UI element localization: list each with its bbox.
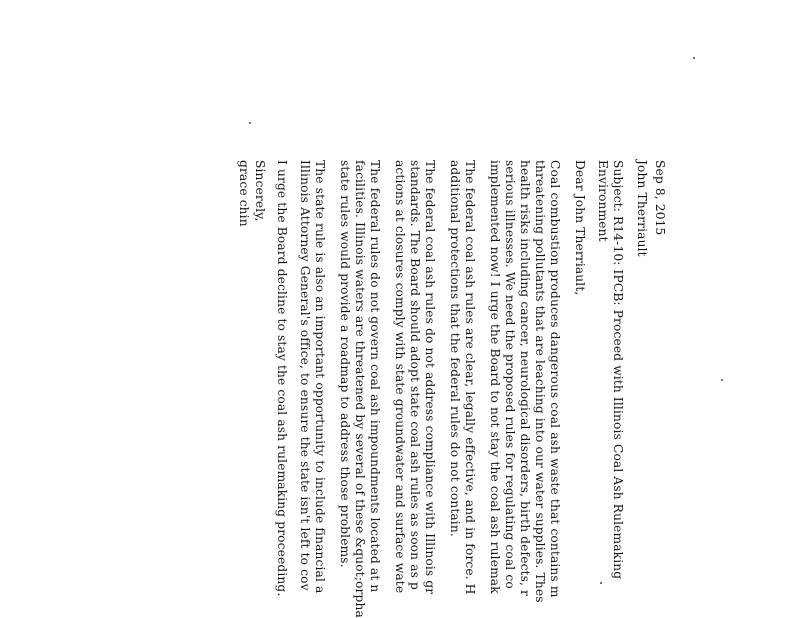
body-line: I urge the Board decline to stay the coal ash rulemaking proceeding. <box>275 160 290 597</box>
letter-signature: grace chin <box>237 160 252 227</box>
scan-speck <box>721 379 723 381</box>
letter-date: Sep 8, 2015 <box>653 160 668 236</box>
body-line: Coal combustion produces dangerous coal ash waste that contains m <box>548 160 563 598</box>
letter-recipient: John Therriault <box>635 160 650 257</box>
body-line: The state rule is also an important opportunity to include financial a <box>313 160 328 594</box>
body-line: actions at closures comply with state groundwater and surface wate <box>393 160 408 594</box>
body-line: threatening pollutants that are leaching into our water supplies. Thes <box>533 160 548 603</box>
body-line: standards. The Board should adopt state coal ash rules as soon as p <box>408 160 423 590</box>
body-line: The federal rules do not govern coal ash impoundments located at n <box>368 160 383 593</box>
body-line: serious illnesses. We need the proposed rules for regulating coal co <box>503 160 518 589</box>
body-line: state rules would provide a roadmap to address those problems. <box>338 160 353 568</box>
body-line: The federal coal ash rules are clear, legally effective, and in force. H <box>463 160 478 595</box>
scan-speck <box>600 582 602 584</box>
body-line: facilities. Illinois waters are threatened by several of these &quot;orpha <box>353 160 368 618</box>
letter-closing: Sincerely, <box>253 160 268 222</box>
body-line: health risks including cancer, neurological disorders, birth defects, r <box>518 160 533 597</box>
body-line: Illinois Attorney General's office, to ensure the state isn't left to cov <box>298 160 313 591</box>
body-line: additional protections that the federal rules do not contain. <box>448 160 463 537</box>
letter-salutation: Dear John Therriault, <box>573 160 588 296</box>
scan-speck <box>693 57 695 59</box>
body-line: The federal coal ash rules do not address compliance with Illinois gr <box>423 160 438 595</box>
letter-subject-continued: Environment <box>596 160 611 242</box>
letter-subject: Subject: R14-10: IPCB: Proceed with Illinois Coal Ash Rulemaking <box>611 160 626 580</box>
scan-speck <box>249 122 251 124</box>
body-line: implemented now! I urge the Board to not stay the coal ash rulemak <box>488 160 503 594</box>
